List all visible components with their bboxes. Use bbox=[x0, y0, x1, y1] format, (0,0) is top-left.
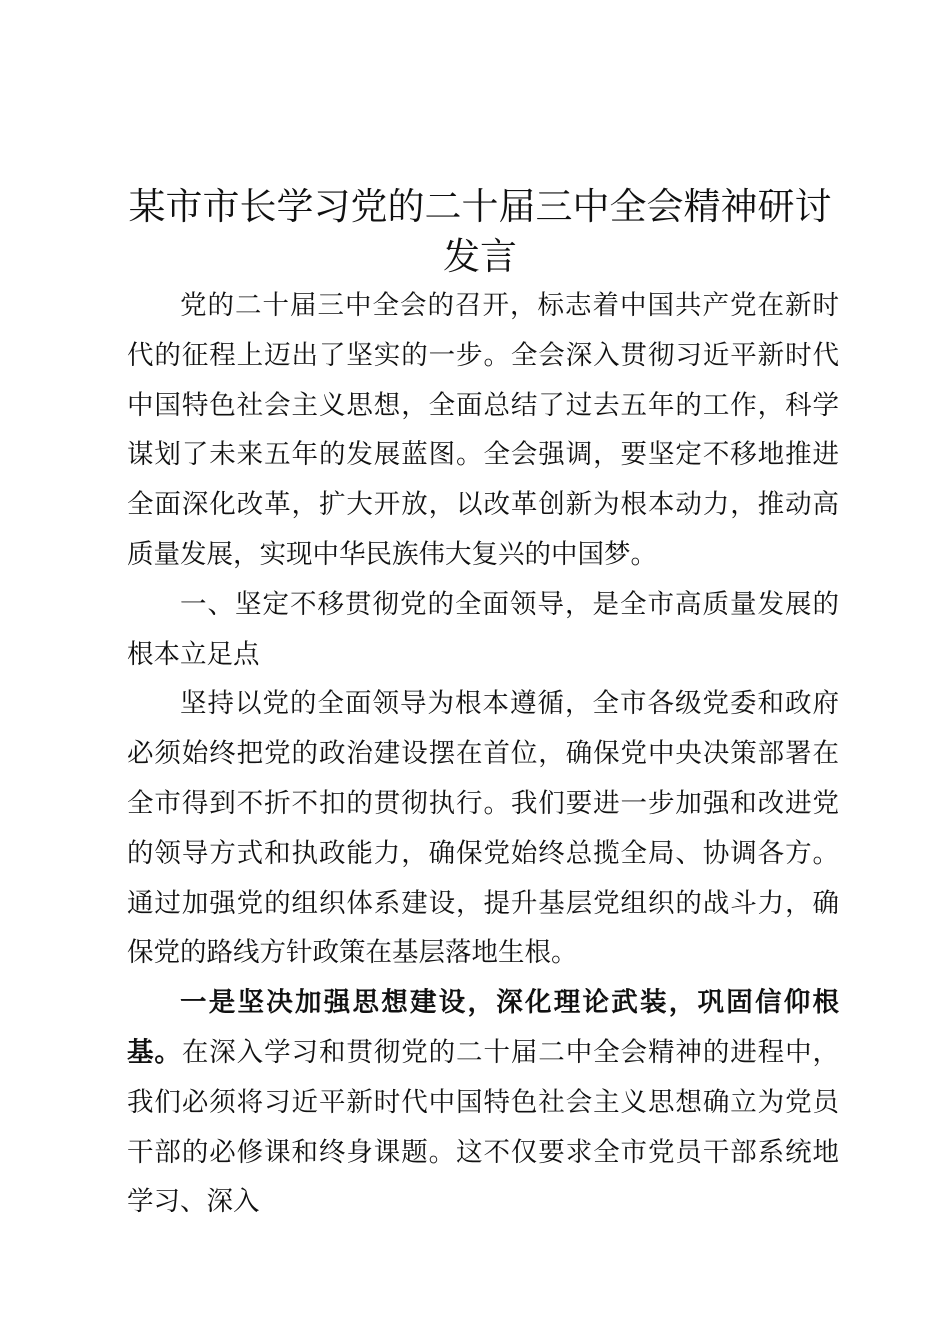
section-heading-1: 一、坚定不移贯彻党的全面领导，是全市高质量发展的根本立足点 bbox=[127, 588, 839, 670]
point-1-text: 在深入学习和贯彻党的二十届二中全会精神的进程中，我们必须将习近平新时代中国特色社会主义思想确立为党员干部的必修课和终身课题。这不仅要求全市党员干部系统地学习、深入 bbox=[127, 1036, 840, 1218]
point-1-paragraph bbox=[127, 978, 839, 1227]
intro-paragraph: 党的二十届三中全会的召开，标志着中国共产党在新时代的征程上迈出了坚实的一步。全会深入贯彻习近平新时代中国特色社会主义思想，全面总结了过去五年的工作，科学谋划了未来五年的发展蓝图。全会强调，要坚定不移地推进全面深化改革，扩大开放，以改革创新为根本动力，推动高质量发展，实现中华民族伟大复兴的中国梦。 bbox=[127, 290, 839, 570]
point-1-lead: 一是坚决加强思想建设，深化理论武装，巩固信仰根基。 bbox=[127, 987, 839, 1068]
section-1-paragraph: 坚持以党的全面领导为根本遵循，全市各级党委和政府必须始终把党的政治建设摆在首位，确保党中央决策部署在全市得到不折不扣的贯彻执行。我们要进一步加强和改进党的领导方式和执政能力，确保党始终总揽全局、协调各方。通过加强党的组织体系建设，提升基层党组织的战斗力，确保党的路线方针政策在基层落地生根。 bbox=[127, 688, 839, 969]
document-body bbox=[127, 281, 839, 1227]
document-title: 某市市长学习党的二十届三中全会精神研讨发言 bbox=[128, 185, 832, 278]
